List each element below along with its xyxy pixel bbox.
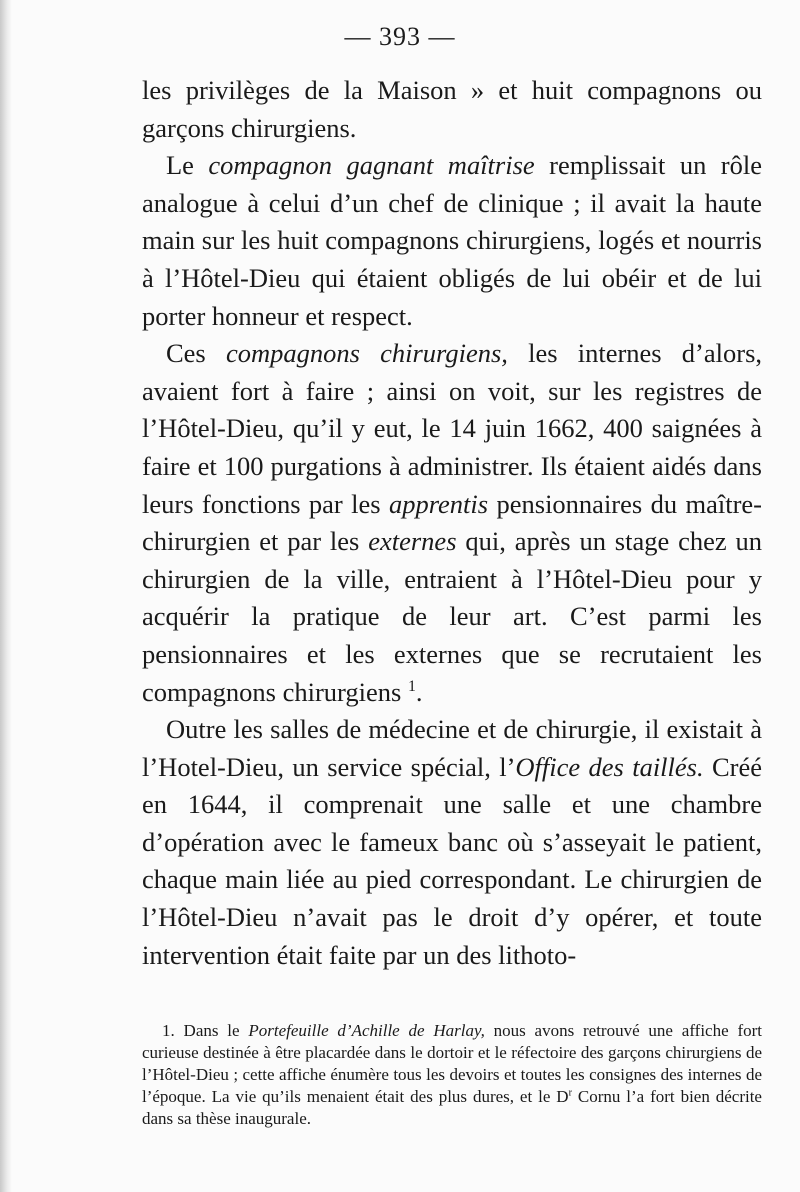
- text-run: qui, après un stage chez un chirurgien de la ville, entraient à l’Hôtel-Dieu pour y acquérir la pratique de leur art. C’est parmi les pensionnaires et les externes que se recrutaient les compagnons chirurgiens: [142, 526, 762, 707]
- text-run: Créé en 1644, il comprenait une salle et une chambre d’opération avec le fameux banc où s’asseyait le patient, chaque main liée au pied correspondant. Le chirurgien de l’Hôtel-Dieu n’avait pas le droit d’y opérer, et toute intervention était faite par un des lithoto-: [142, 751, 762, 970]
- text-run: .: [415, 676, 423, 707]
- footnote: [142, 1020, 762, 1130]
- italic-text: apprentis: [388, 488, 489, 519]
- text-run: pensionnaires du maître-chirurgien et par les: [142, 488, 762, 557]
- text-run: nous avons retrouvé une affiche fort curieuse destinée à être placardée dans le dortoir et le réfectoire des garçons chirurgiens de l’Hôtel-Dieu ; cette affiche énumère tous les devoirs et toutes les consignes des internes de l’époque. La vie qu’ils menaient était des plus dures, et le D: [142, 1021, 762, 1106]
- text-run: Cornu l’a fort bien décrite dans sa thèse inaugurale.: [142, 1087, 762, 1128]
- text-run: les internes d’alors, avaient fort à faire ; ainsi on voit, sur les registres de l’Hôtel-Dieu, qu’il y eut, le 14 juin 1662, 400 saignées à faire et 100 purgations à administrer. Ils étaient aidés dans leurs fonctions par les: [142, 338, 763, 519]
- page-binding-edge: [0, 0, 12, 1192]
- body-text: [142, 72, 762, 974]
- text-run: Ces: [166, 338, 226, 369]
- text-run: 1. Dans le: [162, 1021, 249, 1040]
- paragraph: [142, 147, 762, 335]
- paragraph: [142, 72, 762, 147]
- italic-text: compagnons chirurgiens,: [225, 338, 508, 369]
- italic-text: externes: [368, 526, 457, 557]
- paragraph: [142, 335, 762, 711]
- paragraph: [142, 711, 762, 974]
- italic-text: Office des taillés.: [515, 751, 704, 782]
- italic-text: compagnon gagnant maîtrise: [208, 150, 535, 181]
- text-run: Le: [166, 150, 209, 181]
- text-run: remplissait un rôle analogue à celui d’un chef de clinique ; il avait la haute main sur les huit compagnons chirurgiens, logés et nourris à l’Hôtel-Dieu qui étaient obligés de lui obéir et de lui porter honneur et respect.: [142, 150, 762, 331]
- text-run: les privilèges de la Maison » et huit compagnons ou garçons chirurgiens.: [142, 75, 762, 143]
- footnote-text: [142, 1020, 762, 1130]
- italic-text: Portefeuille d’Achille de Harlay,: [248, 1021, 485, 1040]
- superscript: r: [568, 1087, 572, 1099]
- superscript: 1: [407, 677, 416, 695]
- text-run: Outre les salles de médecine et de chirurgie, il existait à l’Hotel-Dieu, un service spécial, l’: [142, 714, 762, 782]
- page-number: — 393 —: [344, 22, 456, 51]
